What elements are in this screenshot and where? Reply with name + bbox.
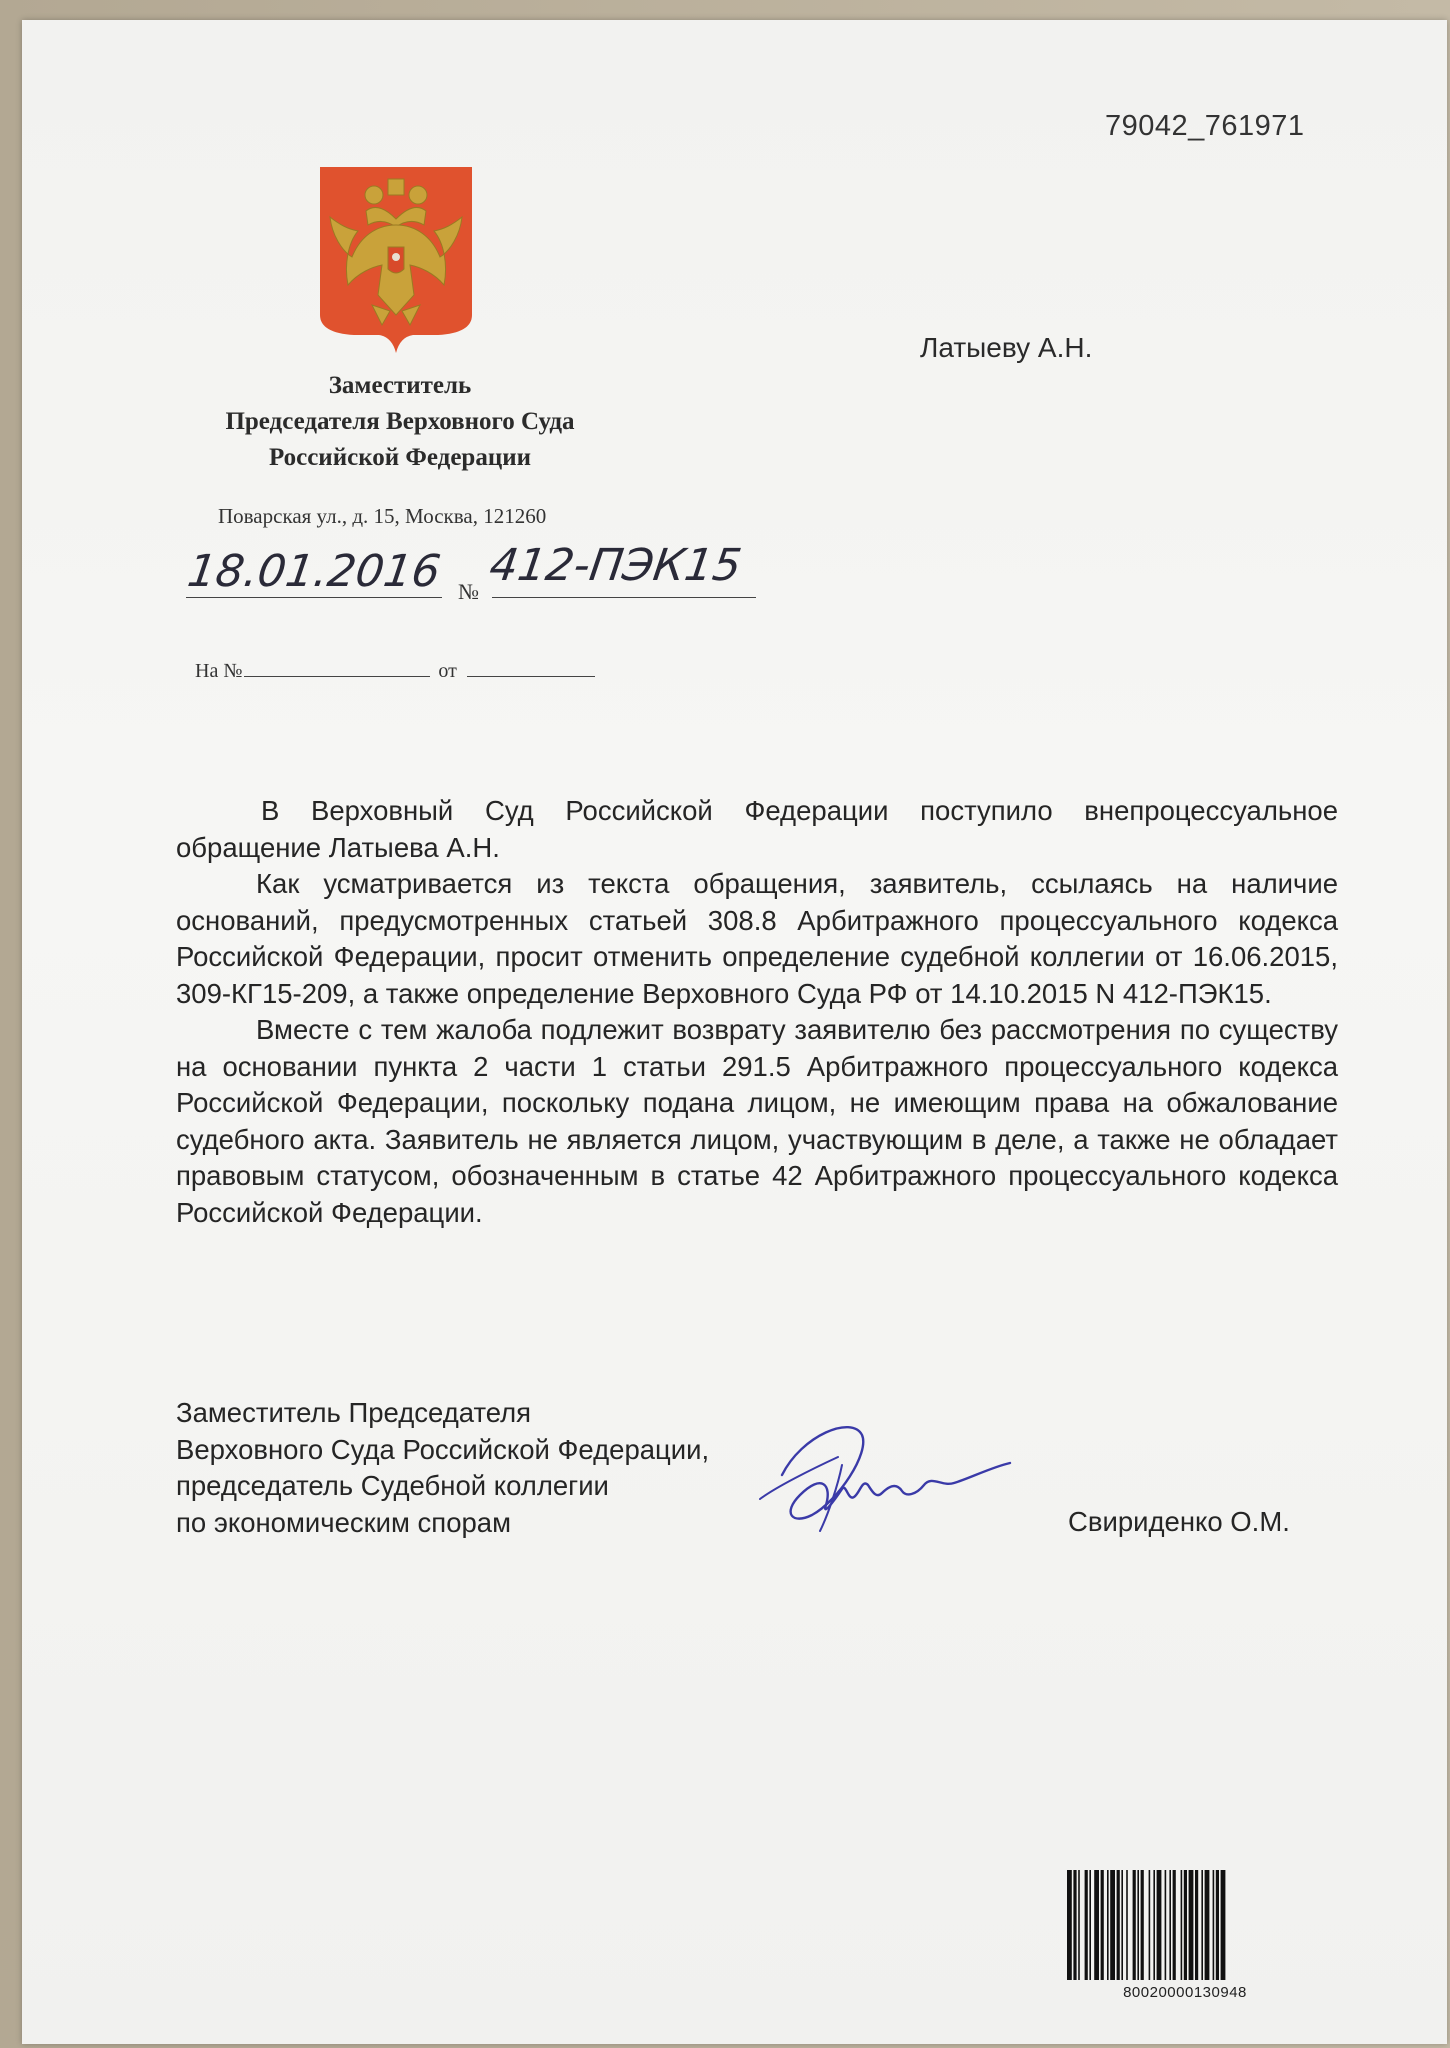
barcode-bar — [1107, 1870, 1109, 1980]
barcode-bar — [1089, 1870, 1091, 1980]
barcode-bar — [1189, 1870, 1194, 1980]
issuer-line: Заместитель — [328, 372, 472, 399]
issuer-line: Председателя Верховного Суда — [225, 408, 575, 435]
barcode-bar — [1157, 1870, 1162, 1980]
signatory-title-line: Верховного Суда Российской Федерации, — [176, 1433, 710, 1465]
barcode-number: 80020000130948 — [1123, 1984, 1247, 2001]
body-paragraph: Как усматривается из текста обращения, заявитель, ссылаясь на наличие оснований, предусмотренных статьей 308.8 Арбитражного процессуального кодекса Российской Федерации, просит отменить определение судебной коллегии от 16.06.2015, 309-КГ15-209, а также определение Верховного Суда РФ от 14.10.2015 N 412-ПЭК15. — [176, 868, 1338, 1009]
barcode-bar — [1216, 1870, 1219, 1980]
barcode-icon — [1065, 1870, 1305, 1980]
signatory-title-line: Заместитель Председателя — [176, 1397, 532, 1428]
barcode-bar — [1153, 1870, 1155, 1980]
barcode-bar — [1101, 1870, 1104, 1980]
barcode-bar — [1121, 1870, 1123, 1980]
barcode-bar — [1169, 1870, 1171, 1980]
reply-date-blank — [467, 676, 595, 677]
issuer-address: Поварская ул., д. 15, Москва, 121260 — [218, 504, 547, 528]
barcode-bar — [1181, 1870, 1183, 1980]
barcode-bar — [1085, 1870, 1088, 1980]
signer-name: Свириденко О.М. — [1068, 1506, 1290, 1537]
barcode-bar — [1117, 1870, 1120, 1980]
barcode-bar — [1184, 1870, 1187, 1980]
body-paragraph: Вместе с тем жалоба подлежит возврату заявителю без рассмотрения по существу на основании пункта 2 части 1 статьи 291.5 Арбитражного процессуального кодекса Российской Федерации, поскольку подана лицом, не имеющим права на обжалование судебного акта. Заявитель не является лицом, участвующим в деле, а также не обладает правовым статусом, обозначенным в статье 42 Арбитражного процессуального кодекса Российской Федерации. — [176, 1014, 1338, 1228]
barcode-bar — [1201, 1870, 1203, 1980]
reply-reference — [195, 660, 595, 683]
barcode-bar — [1221, 1870, 1226, 1980]
barcode-bar — [1141, 1870, 1144, 1980]
outgoing-date: 18.01.2016 — [184, 546, 444, 597]
reply-number-label: На № — [195, 660, 243, 682]
barcode-bar — [1078, 1870, 1080, 1980]
document-id: 79042_761971 — [1105, 110, 1305, 142]
signatory-title — [176, 1395, 709, 1541]
date-underline — [186, 597, 442, 598]
barcode-bar — [1137, 1870, 1139, 1980]
barcode-bar — [1173, 1870, 1176, 1980]
body-paragraph: В Верховный Суд Российской Федерации поступило внепроцессуальное обращение Латыева А.Н. — [176, 795, 1338, 863]
signatory-title-line: по экономическим спорам — [176, 1506, 511, 1538]
outgoing-number: 412-ПЭК15 — [486, 540, 745, 591]
barcode-bar — [1205, 1870, 1210, 1980]
barcode-bar — [1133, 1870, 1136, 1980]
handwritten-signature-icon — [742, 1405, 1032, 1555]
number-underline — [492, 597, 756, 598]
issuer-line: Российской Федерации — [268, 444, 532, 471]
barcode-bar — [1094, 1870, 1099, 1980]
barcode-bar — [1213, 1870, 1215, 1980]
addressee: Латыеву А.Н. — [920, 332, 1093, 363]
russian-coat-of-arms-icon — [318, 165, 474, 355]
barcode-bar — [1110, 1870, 1115, 1980]
barcode-bar — [1195, 1870, 1198, 1980]
barcode-bar — [1165, 1870, 1167, 1980]
reply-date-label: от — [438, 660, 457, 682]
barcode-bar — [1073, 1870, 1076, 1980]
number-sign: № — [458, 579, 479, 604]
reply-number-blank — [244, 676, 430, 677]
barcode-bar — [1149, 1870, 1151, 1980]
issuer-heading — [170, 368, 630, 476]
barcode-bar — [1067, 1870, 1072, 1980]
signatory-title-line: председатель Судебной коллегии — [176, 1470, 609, 1501]
barcode-bar — [1126, 1870, 1128, 1980]
letter-body — [176, 793, 1338, 1231]
